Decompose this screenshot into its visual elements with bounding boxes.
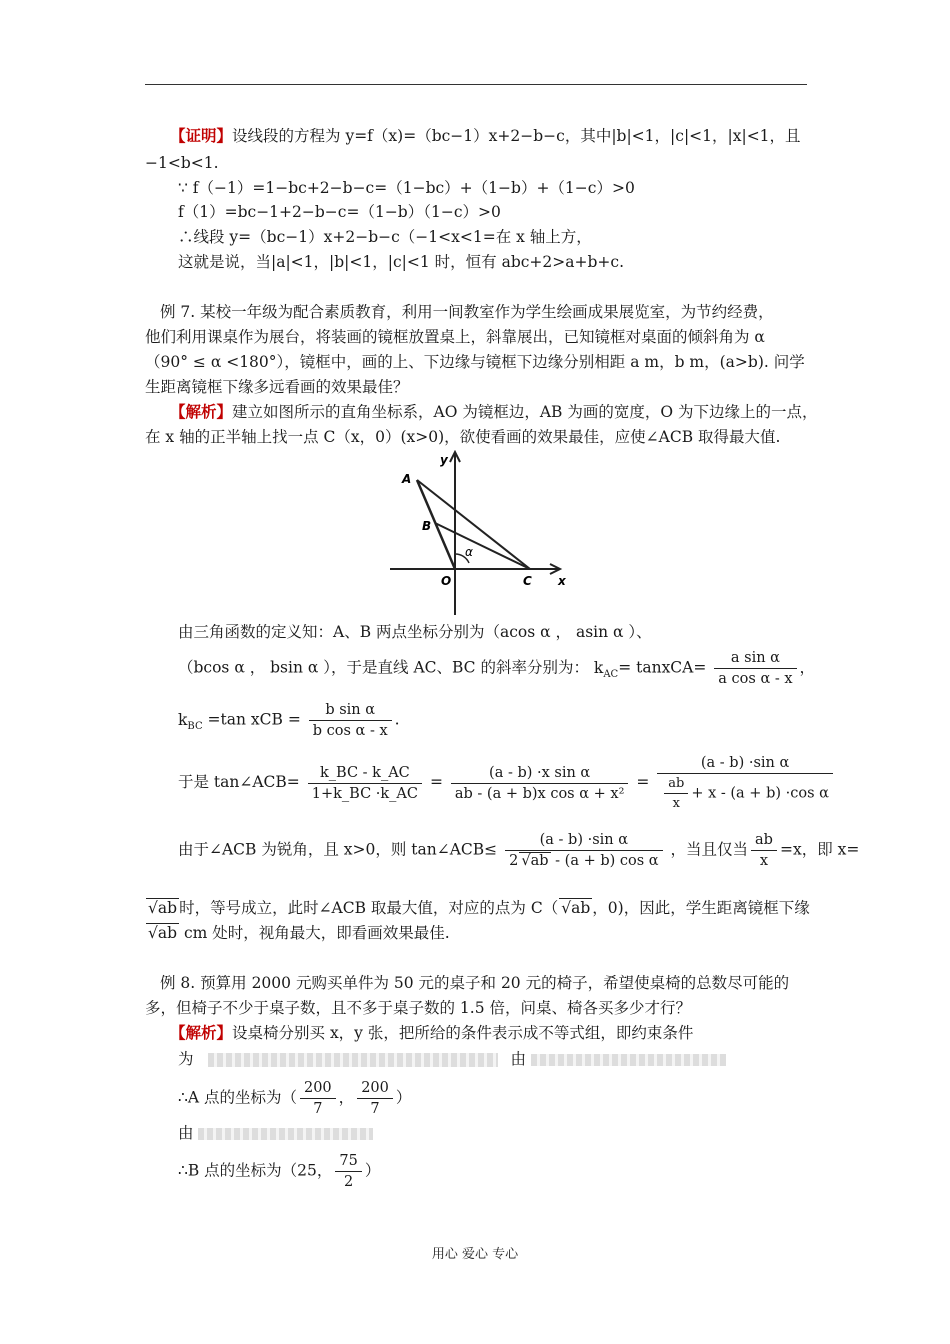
tan-fraction-3: (a - b) ·sin α $\frac{ab}{x}$ + x - (a + b) ·cos α bbox=[657, 755, 833, 811]
proof-text-1: 设线段的方程为 y=f（x)=（bc−1）x+2−b−c，其中|b|<1，|c|<1，|x|<1，且 bbox=[232, 127, 801, 145]
ex7-final-line: √ab cm 处时，视角最大，即看画效果最佳. bbox=[148, 924, 450, 942]
header-rule bbox=[145, 84, 807, 85]
system-image-1 bbox=[531, 1054, 726, 1066]
analysis-tag-2: 【解析】 bbox=[170, 1023, 233, 1042]
k-ac-eq: = tanxCA= bbox=[618, 658, 707, 677]
bound-text-2: ，当且仅当 bbox=[670, 840, 749, 859]
ex7-line-4: 生距离镜框下缘多远看画的效果最佳？ bbox=[145, 378, 409, 396]
label-y: y bbox=[440, 453, 448, 467]
coordinate-figure bbox=[390, 450, 580, 620]
proof-line-5: ∴线段 y=（bc−1）x+2−b−c（−1<x<1=在 x 轴上方， bbox=[178, 228, 592, 246]
tan-text: 于是 tan∠ACB= bbox=[178, 773, 300, 791]
ex8-system-2: 由 bbox=[178, 1122, 373, 1144]
ex8-line-2: 多，但椅子不少于桌子数，且不多于桌子数的 1.5 倍，问桌、椅各买多少才行？ bbox=[145, 999, 692, 1017]
bound-text-3: =x，即 x= bbox=[779, 840, 860, 859]
ex8-analysis-text-1: 设桌椅分别买 x，y 张，把所给的条件表示成不等式组，即约束条件 bbox=[232, 1024, 694, 1042]
k-ac: $k_{AC}$ bbox=[593, 658, 619, 680]
page-footer: 用心 爱心 专心 bbox=[431, 1247, 519, 1262]
k-bc-fraction: $\frac{\text{b sin α}}{\text{b cos α - x}}$ bbox=[309, 702, 392, 739]
ex8-point-A: ∴A 点的坐标为（ $\frac{200}{7}$ ， $\frac{200}{7}$ ） bbox=[178, 1080, 412, 1117]
proof-line-1 bbox=[170, 125, 801, 147]
proof-tag: 【证明】 bbox=[170, 126, 233, 145]
ab-over-x: $\frac{ab}{x}$ bbox=[751, 832, 777, 869]
ex7-analysis-1 bbox=[170, 401, 818, 423]
k-ac-fraction: $\frac{\text{a sin α}}{\text{a cos α - x}}$ bbox=[714, 650, 796, 687]
ex8-analysis-1 bbox=[170, 1022, 693, 1044]
ex7-line-2: 他们利用课桌作为展台，将装画的镜框放置桌上，斜靠展出，已知镜框对桌面的倾斜角为 α bbox=[145, 328, 765, 346]
ex7-result-line: √ab 时，等号成立，此时∠ACB 取最大值，对应的点为 C（ √ab ，0)，因此，学生距离镜框下缘 bbox=[148, 899, 810, 917]
proof-line-6: 这就是说，当|a|<1，|b|<1，|c|<1 时，恒有 abc+2>a+b+c. bbox=[178, 253, 625, 271]
ex8-analysis-2: 为 由 bbox=[178, 1048, 726, 1070]
label-alpha: α bbox=[465, 545, 473, 559]
ex7-line-3: （90° ≤ α <180°），镜框中，画的上、下边缘与镜框下边缘分别相距 a m，b m，(a>b). 问学 bbox=[145, 353, 805, 371]
bound-fraction: $\frac{\text{(a - b) ·sin α}}{\text{2 √ab - (a + b) cos α}}$ bbox=[505, 832, 662, 869]
ex7-analysis-text-1: 建立如图所示的直角坐标系，AO 为镜框边，AB 为画的宽度，O 为下边缘上的一点， bbox=[232, 403, 818, 421]
label-B: B bbox=[422, 519, 432, 533]
ex8-line-1: 例 8. 预算用 2000 元购买单件为 50 元的桌子和 20 元的椅子，希望使桌椅的总数尽可能的 bbox=[160, 974, 790, 992]
ex7-tan-line: 于是 tan∠ACB= $\frac{k\_BC - k\_AC}{1+k\_BC \cdot k\_AC}$ = $\frac{\text{(a - b) ·x sin α}}{\text{ab - (a + b)x cos α + x²}}$ = (a - b) ·sin α $\frac{ab}{x}$ + x - (a + b) ·cos α bbox=[178, 755, 836, 811]
ex7-kbc-line: $k_{BC} =\tan$ xCB = $\frac{\text{b sin α}}{\text{b cos α - x}}$ . bbox=[178, 702, 400, 739]
ex7-trig-line: 由三角函数的定义知：A、B 两点坐标分别为（acos α ， asin α ）、 bbox=[178, 623, 652, 641]
proof-line-4: f（1）=bc−1+2−b−c=（1−b）（1−c）>0 bbox=[178, 203, 501, 221]
constraint-image bbox=[208, 1053, 498, 1067]
line-BC bbox=[435, 523, 530, 569]
proof-line-2: −1<b<1. bbox=[145, 154, 219, 172]
label-O: O bbox=[441, 574, 452, 588]
bound-text: 由于∠ACB 为锐角，且 x>0，则 tan∠ACB≤ bbox=[178, 840, 498, 859]
label-x: x bbox=[558, 574, 566, 588]
system-image-2 bbox=[198, 1128, 373, 1140]
ex7-slope-line: （bcos α ， bsin α ），于是直线 AC、BC 的斜率分别为： $k_{AC}=$ tanxCA= $\frac{\text{a sin α}}{\text{a cos α - x}}$ ， bbox=[178, 650, 816, 687]
label-A: A bbox=[402, 472, 412, 486]
ex8-point-B: ∴B 点的坐标为（25， $\frac{75}{2}$ ） bbox=[178, 1153, 381, 1190]
ex7-bound-line bbox=[178, 832, 859, 869]
line-AC bbox=[417, 480, 530, 569]
slope-text: （bcos α ， bsin α ），于是直线 AC、BC 的斜率分别为： bbox=[178, 658, 589, 677]
proof-line-3: ∵ f（−1）=1−bc+2−b−c=（1−bc）+（1−b）+（1−c）>0 bbox=[178, 179, 635, 197]
k-bc: $k_{BC}$ bbox=[178, 710, 203, 732]
ex7-line-1: 例 7. 某校一年级为配合素质教育，利用一间教室作为学生绘画成果展览室，为节约经费， bbox=[160, 303, 774, 321]
k-bc-eq: =tan xCB = bbox=[207, 710, 301, 729]
ex7-analysis-2: 在 x 轴的正半轴上找一点 C（x，0）(x>0)，欲使看画的效果最佳，应使∠ACB 取得最大值. bbox=[145, 428, 781, 446]
tan-fraction-2: $\frac{\text{(a - b) ·x sin α}}{\text{ab - (a + b)x cos α + x²}}$ bbox=[451, 765, 629, 802]
tan-fraction-1: $\frac{k\_BC - k\_AC}{1+k\_BC \cdot k\_AC}$ bbox=[308, 765, 422, 802]
label-C: C bbox=[523, 574, 532, 588]
analysis-tag: 【解析】 bbox=[170, 402, 233, 421]
